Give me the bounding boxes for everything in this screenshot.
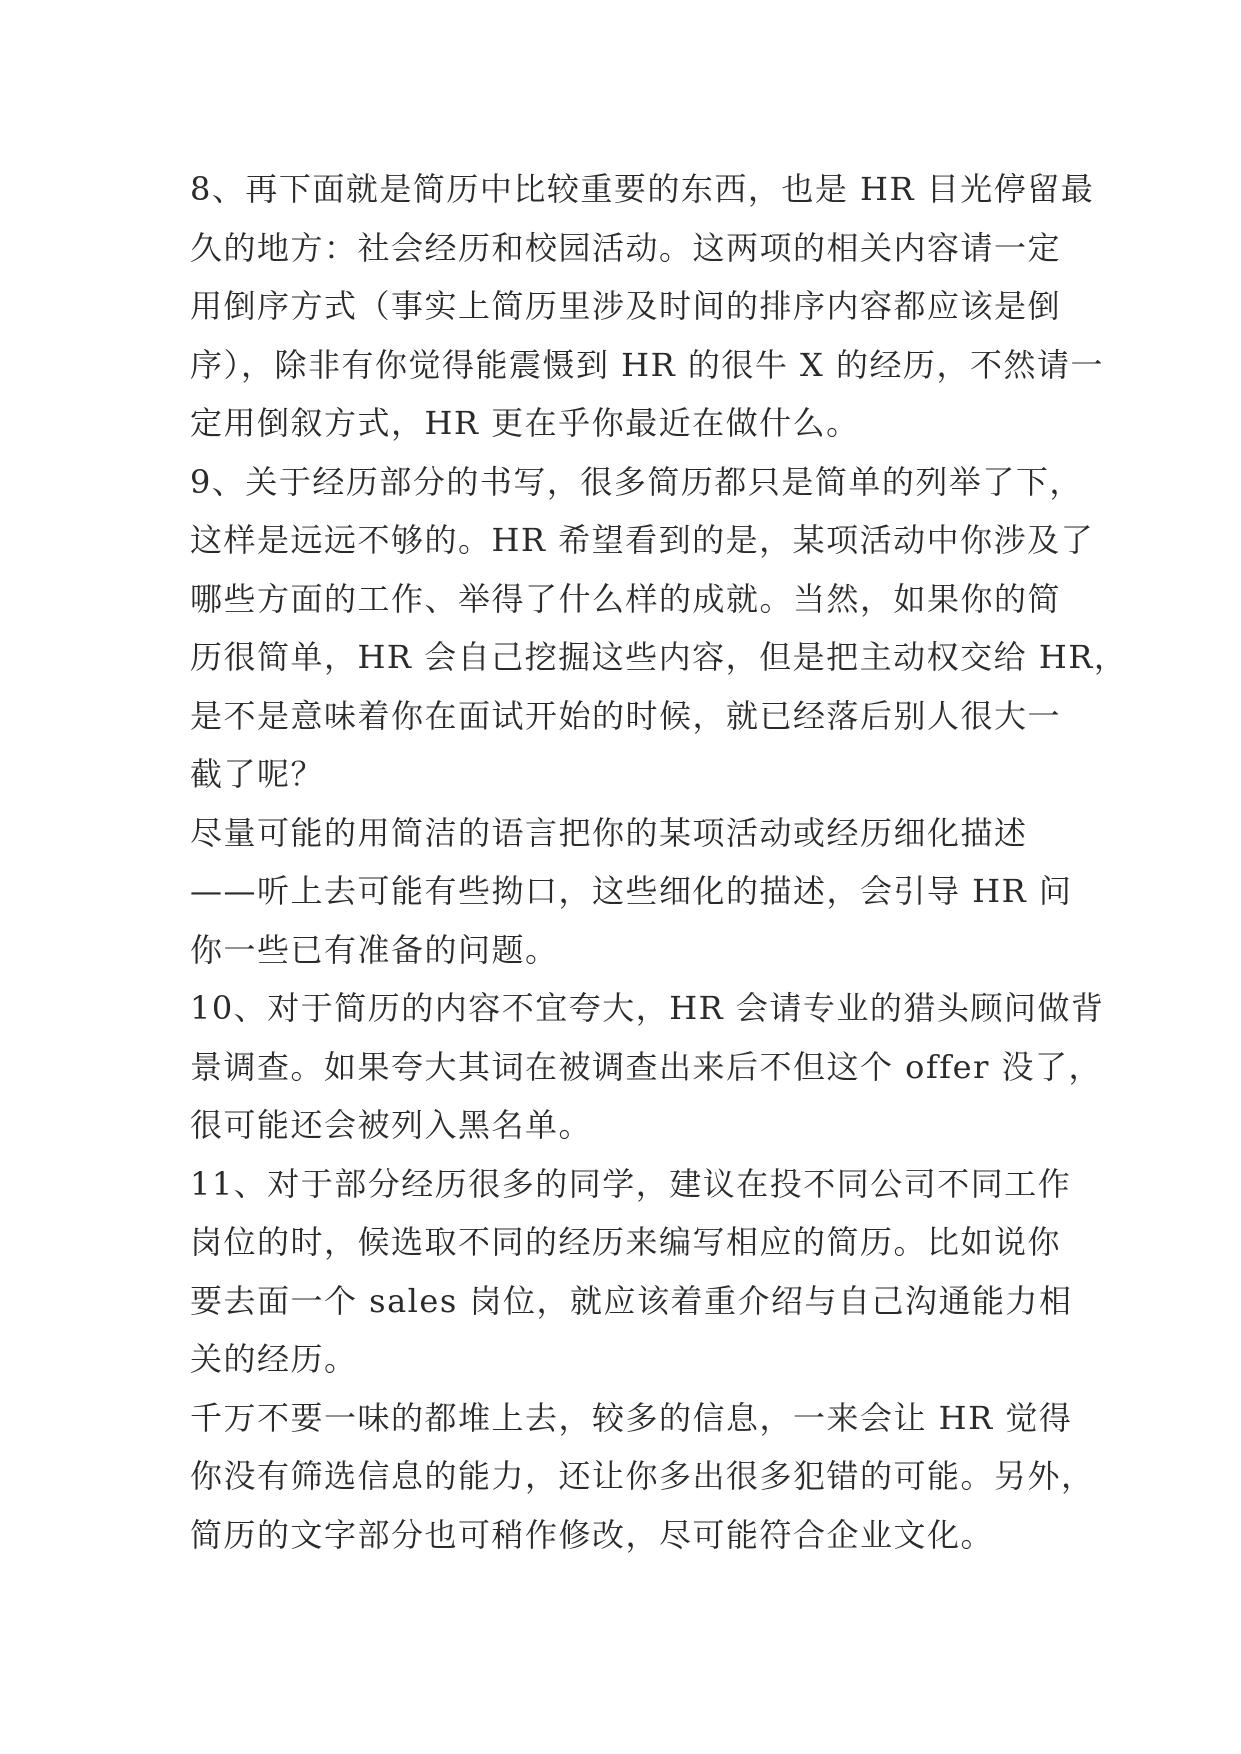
text-line: 简历的文字部分也可稍作修改，尽可能符合企业文化。	[190, 1515, 995, 1554]
text-line: 很可能还会被列入黑名单。	[190, 1106, 593, 1144]
text-line: 久的地方：社会经历和校园活动。这两项的相关内容请一定	[190, 228, 1062, 267]
text-line: 要去面一个 sales 岗位，就应该着重介绍与自己沟通能力相	[190, 1281, 1073, 1320]
text-line: 定用倒叙方式，HR 更在乎你最近在做什么。	[190, 404, 860, 442]
text-line: 8、再下面就是简历中比较重要的东西，也是 HR 目光停留最	[190, 170, 1095, 208]
text-line: 千万不要一味的都堆上去，较多的信息，一来会让 HR 觉得	[190, 1398, 1073, 1437]
text-line: 这样是远远不够的。HR 希望看到的是，某项活动中你涉及了	[190, 521, 1095, 559]
text-line: 关的经历。	[190, 1340, 358, 1378]
text-line: 序），除非有你觉得能震慑到 HR 的很牛 X 的经历，不然请一	[190, 345, 1104, 384]
text-line: 你没有筛选信息的能力，还让你多出很多犯错的可能。另外，	[190, 1457, 1095, 1495]
text-line: 11、对于部分经历很多的同学，建议在投不同公司不同工作	[190, 1164, 1072, 1203]
text-line: 你一些已有准备的问题。	[190, 930, 559, 969]
text-line: 景调查。如果夸大其词在被调查出来后不但这个 offer 没了，	[190, 1047, 1103, 1086]
text-line: 历很简单，HR 会自己挖掘这些内容，但是把主动权交给 HR，	[190, 638, 1128, 676]
text-line: 用倒序方式（事实上简历里涉及时间的排序内容都应该是倒	[190, 287, 1062, 325]
text-line: 岗位的时，候选取不同的经历来编写相应的简历。比如说你	[190, 1223, 1062, 1261]
text-line: 9、关于经历部分的书写，很多简历都只是简单的列举了下，	[190, 462, 1083, 501]
text-line: 尽量可能的用简洁的语言把你的某项活动或经历细化描述	[190, 813, 1028, 852]
text-line: 截了呢？	[190, 755, 325, 793]
text-line: 10、对于简历的内容不宜夸大，HR 会请专业的猎头顾问做背	[190, 989, 1105, 1027]
text-line: 哪些方面的工作、举得了什么样的成就。当然，如果你的简	[190, 579, 1062, 618]
document-body	[190, 160, 1128, 1564]
text-line: ——听上去可能有些拗口，这些细化的描述，会引导 HR 问	[190, 872, 1073, 910]
text-line: 是不是意味着你在面试开始的时候，就已经落后别人很大一	[190, 696, 1062, 735]
